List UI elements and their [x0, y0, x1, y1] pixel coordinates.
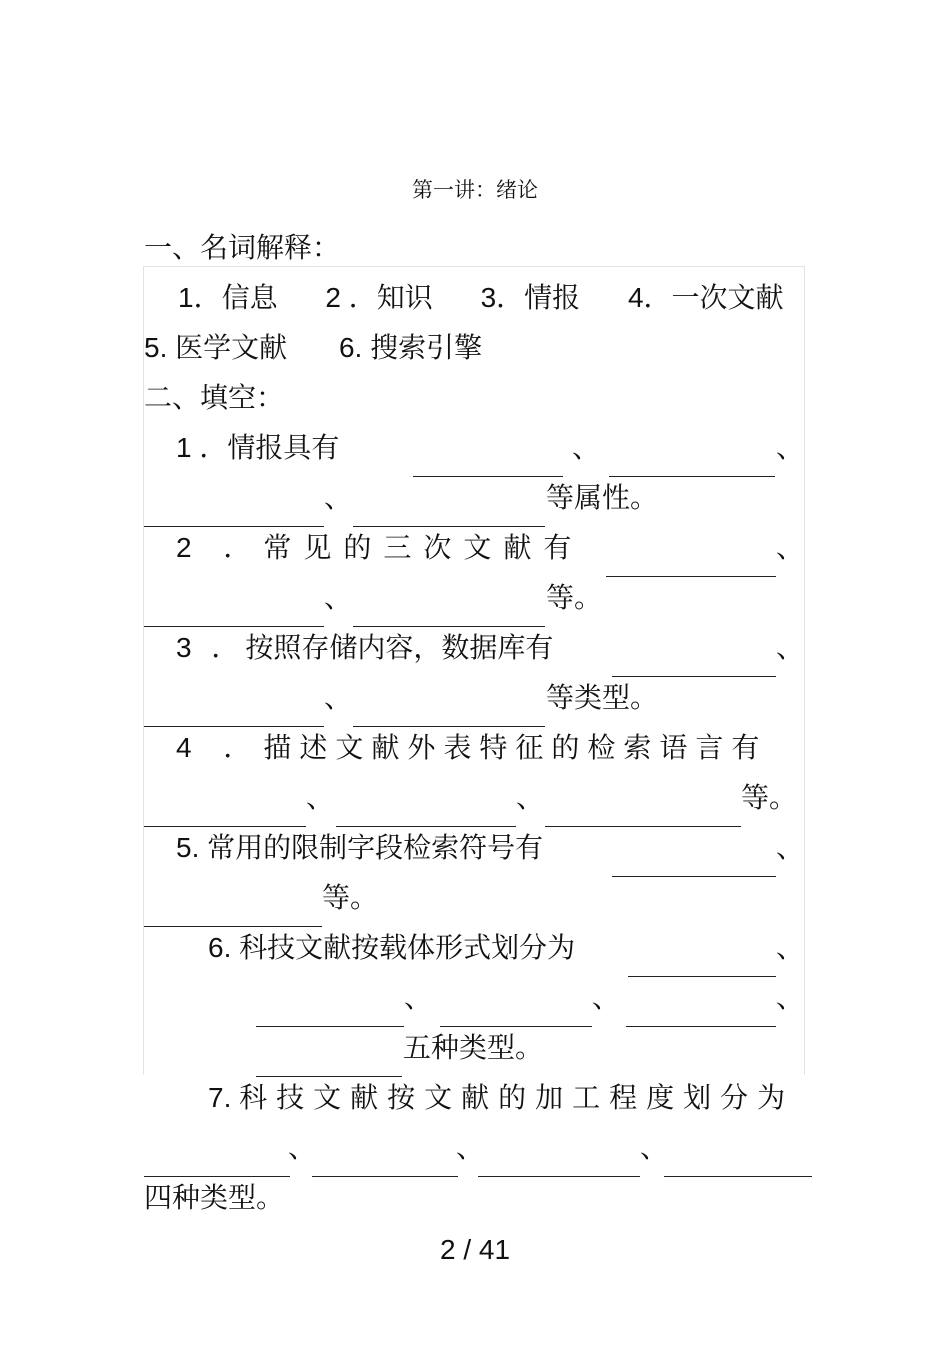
term-4: 4．一次文献 [627, 282, 784, 313]
q6-blank-4 [626, 1004, 776, 1031]
section1-heading: 一、名词解释： [144, 231, 341, 264]
term-1: 1．信息 [178, 282, 278, 313]
q3-end: 等类型。 [546, 681, 659, 714]
q7-sep-2: 、 [456, 1131, 485, 1164]
q7-sep-3: 、 [640, 1131, 669, 1164]
q7-sep-1: 、 [288, 1131, 317, 1164]
q7-blank-2 [312, 1154, 458, 1181]
q3-text: 按照存储内容，数据库有 [245, 631, 554, 664]
q5-number: 5. [176, 832, 208, 863]
q7-end: 四种类型。 [144, 1181, 285, 1214]
q2-line-1 [176, 526, 583, 566]
q7-blank-3 [478, 1154, 640, 1181]
q6-end: 五种类型。 [403, 1031, 544, 1064]
q1-end: 等属性。 [546, 481, 659, 514]
q6-sep-3: 、 [592, 981, 621, 1014]
q6-text: 科技文献按载体形式划分为 [239, 931, 576, 964]
q6-line-1 [208, 926, 575, 966]
q1-number: 1 ． [176, 432, 228, 463]
q4-blank-3 [545, 804, 741, 831]
q7-line-1 [208, 1076, 794, 1116]
term-6: 6. 搜索引擎 [338, 332, 483, 363]
q3-line-1 [176, 626, 553, 666]
q6-number: 6. [208, 932, 240, 963]
q5-end: 等。 [322, 881, 379, 914]
q6-sep-2: 、 [404, 981, 433, 1014]
q7-blank-4 [664, 1154, 812, 1181]
q2-blank-1 [606, 554, 776, 581]
q1-sep-2: 、 [776, 431, 805, 464]
q2-sep-2: 、 [324, 581, 353, 614]
q5-blank-1 [612, 854, 776, 881]
q1-line-1 [176, 426, 339, 466]
q1-sep-1: 、 [572, 431, 601, 464]
q4-sep-1: 、 [306, 781, 335, 814]
terms-line-1 [178, 276, 784, 316]
q3-number: 3 ． [176, 632, 246, 663]
q2-text: 常见的三次文献有 [263, 531, 584, 564]
page-title: 第一讲：绪论 [412, 178, 538, 202]
q6-blank-2 [256, 1004, 404, 1031]
q5-text: 常用的限制字段检索符号有 [207, 831, 544, 864]
term-5: 5. 医学文献 [144, 332, 288, 363]
q4-number: 4 ． [176, 732, 264, 763]
q2-number: 2 ． [176, 532, 264, 563]
q2-sep-1: 、 [776, 531, 805, 564]
q7-text: 科技文献按文献的加工程度划分为 [239, 1081, 795, 1114]
q1-blank-1 [413, 454, 563, 481]
q6-sep-4: 、 [776, 981, 805, 1014]
q4-line-1 [176, 726, 767, 766]
q4-sep-2: 、 [516, 781, 545, 814]
q7-number: 7. [208, 1082, 240, 1113]
q4-end: 等。 [741, 781, 798, 814]
q5-sep-1: 、 [776, 831, 805, 864]
q1-sep-3: 、 [324, 481, 353, 514]
q6-sep-1: 、 [776, 931, 805, 964]
q3-sep-1: 、 [776, 631, 805, 664]
section2-heading: 二、填空： [144, 381, 285, 414]
q2-end: 等。 [546, 581, 603, 614]
term-2: 2 ．知识 [325, 282, 433, 313]
q5-line-1 [176, 826, 543, 866]
term-3: 3．情报 [480, 282, 581, 313]
q1-text: 情报具有 [227, 431, 340, 464]
q3-sep-2: 、 [324, 681, 353, 714]
q4-text: 描述文献外表特征的检索语言有 [263, 731, 768, 764]
page-indicator: 2 / 41 [439, 1234, 511, 1265]
terms-line-2 [144, 326, 482, 366]
q6-blank-1 [628, 954, 776, 981]
